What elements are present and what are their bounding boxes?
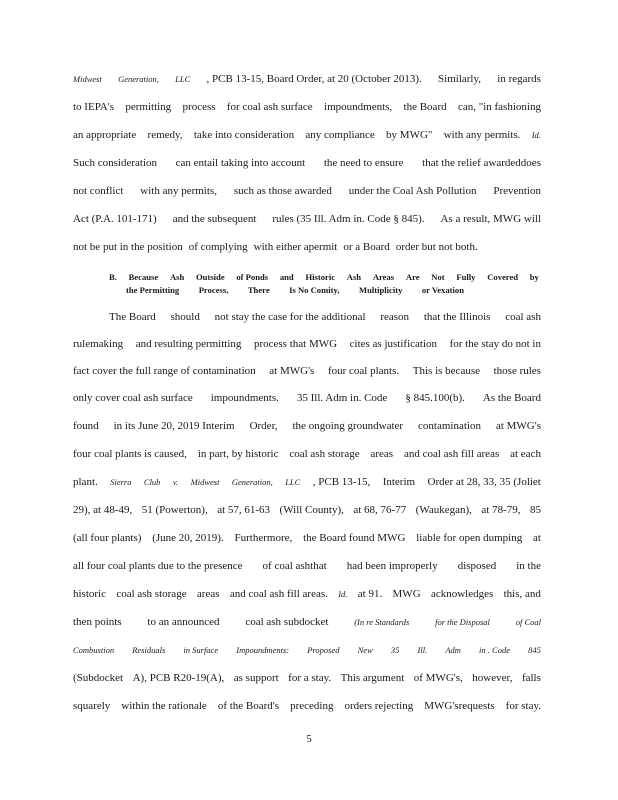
text-segment: at MWG's: [269, 365, 315, 377]
text-segment: should: [170, 311, 200, 323]
text-segment: at 91.: [357, 588, 383, 600]
text-segment: Such consideration: [73, 157, 158, 169]
text-segment: 35: [390, 645, 400, 655]
text-segment: Club: [143, 477, 161, 487]
text-segment: at 78-79,: [481, 504, 521, 516]
text-segment: acknowledges: [430, 588, 494, 600]
text-segment: Is No Comity,: [289, 285, 340, 295]
text-segment: for stay.: [505, 700, 541, 712]
text-segment: by MWG": [386, 129, 433, 141]
text-segment: Combustion: [73, 645, 115, 655]
text-segment: There: [247, 285, 270, 295]
text-segment: the Permitting: [126, 285, 180, 295]
text-segment: and the subsequent: [172, 213, 257, 225]
text-segment: (Will County),: [279, 504, 344, 516]
text-segment: The Board: [109, 311, 156, 323]
text-segment: 29), at 48-49,: [73, 504, 133, 516]
text-segment: or Vexation: [421, 285, 464, 295]
text-segment: and coal ash fill areas: [403, 448, 500, 460]
text-segment: Id.: [531, 130, 541, 140]
text-segment: then points: [73, 616, 122, 628]
text-segment: falls: [521, 672, 541, 684]
text-segment: the ongoing groundwater: [292, 420, 404, 432]
text-segment: impoundments,: [324, 101, 393, 113]
text-segment: Generation,: [118, 74, 159, 84]
text-segment: (June 20, 2019).: [152, 532, 224, 544]
text-segment: Midwest: [190, 477, 220, 487]
text-segment: take into consideration: [193, 129, 295, 141]
text-segment: , PCB 13-15,: [312, 476, 371, 488]
text-segment: Sierra: [110, 477, 132, 487]
text-segment: contamination: [418, 420, 481, 432]
text-segment: not stay the case for the additional: [214, 311, 366, 323]
text-segment: Ash: [169, 272, 185, 282]
text-segment: Areas: [372, 272, 395, 282]
text-segment: the Board found MWG: [303, 532, 406, 544]
text-segment: with any permits,: [140, 185, 217, 197]
text-segment: historic: [73, 588, 106, 600]
text-segment: Process,: [198, 285, 229, 295]
text-segment: at 57, 61-63: [217, 504, 271, 516]
text-segment: reason: [380, 311, 410, 323]
text-segment: this, and: [503, 588, 541, 600]
text-segment: Adm: [445, 645, 461, 655]
text-segment: in Surface: [183, 645, 219, 655]
text-segment: Similarly,: [438, 73, 482, 85]
text-segment: New: [357, 645, 373, 655]
text-segment: an appropriate: [73, 129, 137, 141]
text-segment: liable for open dumping: [416, 532, 523, 544]
text-segment: in part, by historic: [197, 448, 279, 460]
text-segment: MWG: [392, 588, 421, 600]
text-segment: disposed: [457, 560, 497, 572]
text-segment: and: [279, 272, 294, 282]
text-segment: Because: [128, 272, 159, 282]
text-segment: of MWG's,: [413, 672, 463, 684]
text-segment: LLC: [175, 74, 191, 84]
text-line: [73, 100, 541, 114]
text-segment: of coal ashthat: [262, 560, 327, 572]
text-segment: Not: [431, 272, 445, 282]
text-segment: for the Disposal: [435, 617, 490, 627]
text-segment: Ill.: [417, 645, 428, 655]
text-segment: areas: [370, 448, 394, 460]
text-segment: those rules: [493, 365, 541, 377]
text-segment: Proposed: [307, 645, 340, 655]
text-segment: § 845.100(b).: [405, 392, 465, 404]
text-line: [73, 391, 541, 405]
text-segment: Furthermore,: [234, 532, 293, 544]
text-segment: process that MWG: [253, 338, 338, 350]
text-segment: can, "in fashioning: [457, 101, 541, 113]
text-segment: the need to ensure: [323, 157, 404, 169]
text-segment: (Waukegan),: [415, 504, 472, 516]
text-line: [73, 447, 541, 461]
text-segment: Fully: [456, 272, 476, 282]
text-segment: to an announced: [147, 616, 220, 628]
text-line: [73, 184, 541, 198]
text-segment: (all four plants): [73, 532, 142, 544]
text-segment: Impoundments:: [236, 645, 290, 655]
text-segment: 51 (Powerton),: [141, 504, 208, 516]
text-segment: for coal ash surface: [226, 101, 313, 113]
text-line: [73, 699, 541, 713]
text-segment: by: [529, 272, 539, 282]
text-segment: Order,: [249, 420, 278, 432]
text-line: [73, 587, 541, 601]
text-segment: cites as justification: [349, 338, 438, 350]
text-segment: as support: [233, 672, 279, 684]
text-segment: Midwest: [73, 74, 102, 84]
text-line: [73, 337, 541, 351]
text-segment: coal ash storage: [289, 448, 360, 460]
text-segment: preceding: [290, 700, 334, 712]
text-segment: for a stay.: [288, 672, 332, 684]
text-segment: squarely: [73, 700, 111, 712]
text-line: [73, 559, 541, 573]
text-segment: not be put in the position: [73, 241, 183, 253]
text-segment: can entail taking into account: [175, 157, 306, 169]
text-segment: Interim: [382, 476, 416, 488]
text-segment: in . Code: [479, 645, 510, 655]
text-segment: such as those awarded: [233, 185, 332, 197]
text-line: [109, 310, 541, 324]
text-segment: 85: [529, 504, 541, 516]
text-segment: coal ash subdocket: [245, 616, 329, 628]
text-segment: at each: [510, 448, 541, 460]
text-segment: remedy,: [147, 129, 183, 141]
text-segment: Covered: [487, 272, 519, 282]
page-number: 5: [306, 733, 312, 745]
text-segment: Order at 28, 33, 35 (Joliet: [427, 476, 541, 488]
text-segment: any compliance: [305, 129, 375, 141]
text-segment: rules (35 Ill. Adm in. Code § 845).: [272, 213, 425, 225]
text-segment: orders rejecting: [344, 700, 414, 712]
text-segment: with any permits.: [443, 129, 521, 141]
text-segment: Are: [405, 272, 420, 282]
text-segment: This is because: [412, 365, 480, 377]
text-segment: Prevention: [493, 185, 541, 197]
text-segment: areas: [196, 588, 220, 600]
text-segment: process: [182, 101, 216, 113]
text-segment: however,: [472, 672, 513, 684]
text-segment: all four coal plants due to the presence: [73, 560, 243, 572]
text-segment: Act (P.A. 101-171): [73, 213, 157, 225]
text-segment: in its June 20, 2019 Interim: [113, 420, 235, 432]
text-segment: of Coal: [515, 617, 541, 627]
text-segment: of the Board's: [217, 700, 280, 712]
text-segment: coal ash storage: [116, 588, 187, 600]
text-segment: Multiplicity: [358, 285, 403, 295]
text-segment: in regards: [497, 73, 541, 85]
text-segment: As the Board: [482, 392, 541, 404]
text-line: [73, 156, 541, 170]
text-segment: Generation,: [231, 477, 273, 487]
text-segment: This argument: [340, 672, 405, 684]
text-line: [73, 615, 541, 629]
text-line: [73, 475, 541, 489]
text-line: [73, 531, 541, 545]
text-segment: plant.: [73, 476, 98, 488]
text-segment: Id.: [338, 589, 348, 599]
section-heading-line: [126, 283, 464, 297]
text-segment: under the Coal Ash Pollution: [348, 185, 477, 197]
text-segment: Outside: [196, 272, 225, 282]
text-segment: As a result, MWG will: [440, 213, 541, 225]
text-segment: Residuals: [132, 645, 166, 655]
text-segment: for the stay do not in: [449, 338, 541, 350]
text-line: [73, 364, 541, 378]
text-segment: the Board: [403, 101, 447, 113]
text-line: [73, 72, 541, 86]
text-segment: coal ash: [505, 311, 541, 323]
text-segment: order but not both.: [395, 241, 478, 253]
text-line: [73, 643, 541, 657]
text-segment: 35 Ill. Adm in. Code: [296, 392, 388, 404]
text-segment: four coal plants is caused,: [73, 448, 187, 460]
text-segment: (In re Standards: [354, 617, 410, 627]
text-line: [73, 240, 541, 254]
text-segment: B.: [109, 272, 117, 282]
text-segment: with either apermit: [253, 241, 338, 253]
text-segment: had been improperly: [346, 560, 438, 572]
text-segment: or a Board: [343, 241, 390, 253]
text-segment: to IEPA's: [73, 101, 115, 113]
text-segment: Historic: [305, 272, 336, 282]
text-line: [73, 419, 541, 433]
text-segment: Ash: [346, 272, 362, 282]
text-segment: that the Illinois: [423, 311, 491, 323]
text-segment: only cover coal ash surface: [73, 392, 193, 404]
text-line: [73, 128, 541, 142]
text-segment: v.: [172, 477, 179, 487]
text-segment: LLC: [285, 477, 301, 487]
text-segment: that the relief awardeddoes: [422, 157, 541, 169]
text-segment: in the: [516, 560, 541, 572]
text-segment: 845: [528, 645, 541, 655]
section-heading-line: [109, 270, 539, 284]
text-segment: rulemaking: [73, 338, 124, 350]
text-segment: permitting: [125, 101, 172, 113]
text-segment: at 68, 76-77: [353, 504, 407, 516]
text-segment: of complying: [188, 241, 248, 253]
text-line: [73, 671, 541, 685]
text-segment: A), PCB R20-19(A),: [132, 672, 225, 684]
text-segment: , PCB 13-15, Board Order, at 20 (October 2013).: [206, 73, 422, 85]
text-segment: and coal ash fill areas.: [229, 588, 328, 600]
text-segment: and resulting permitting: [135, 338, 242, 350]
text-segment: within the rationale: [121, 700, 207, 712]
text-line: [73, 212, 541, 226]
text-segment: at MWG's: [495, 420, 541, 432]
text-segment: impoundments.: [210, 392, 279, 404]
text-segment: (Subdocket: [73, 672, 124, 684]
text-segment: MWG'srequests: [424, 700, 495, 712]
text-segment: found: [73, 420, 99, 432]
text-segment: at: [533, 532, 541, 544]
text-segment: not conflict: [73, 185, 124, 197]
text-segment: of Ponds: [236, 272, 269, 282]
text-segment: four coal plants.: [327, 365, 400, 377]
text-line: [73, 503, 541, 517]
text-segment: fact cover the full range of contamination: [73, 365, 256, 377]
